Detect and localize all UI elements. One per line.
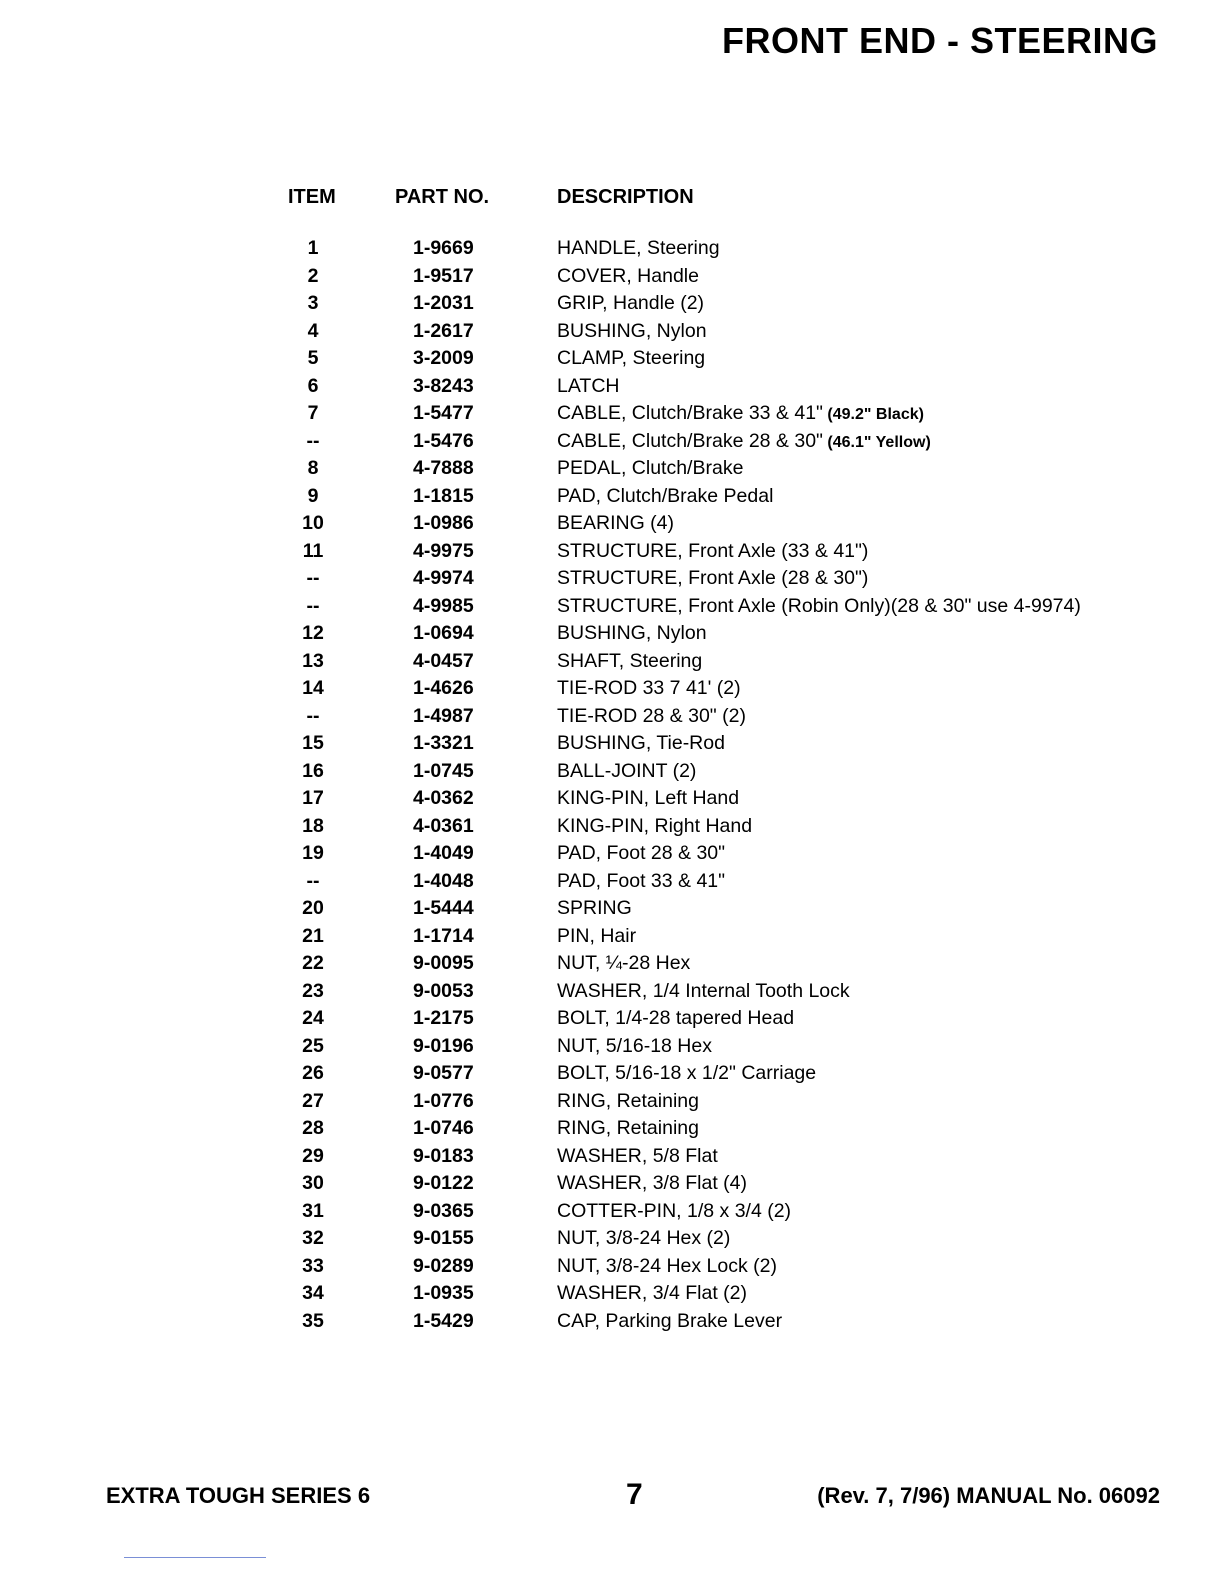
table-row [0, 895, 1224, 923]
part-description [557, 1198, 791, 1226]
scan-mark [124, 1557, 266, 1558]
description-text: NUT, 3/8-24 Hex Lock (2) [557, 1254, 777, 1277]
part-description [557, 1005, 794, 1033]
table-row [0, 1005, 1224, 1033]
item-number: 19 [302, 842, 324, 864]
item-number: -- [306, 429, 320, 452]
part-description [557, 730, 725, 758]
item-number: 4 [307, 319, 319, 342]
description-text: BOLT, 5/16-18 x 1/2" Carriage [557, 1062, 817, 1084]
part-number: 1-0776 [413, 1089, 474, 1112]
part-number: 9-0095 [413, 952, 474, 974]
description-text: SPRING [557, 897, 632, 919]
item-number: -- [306, 869, 320, 892]
item-number: 17 [302, 787, 324, 809]
description-text: WASHER, 3/8 Flat (4) [557, 1172, 747, 1194]
part-description [557, 235, 720, 263]
description-text: BUSHING, Tie-Rod [557, 732, 725, 754]
table-row [0, 758, 1224, 786]
column-header-item: ITEM [288, 186, 336, 208]
table-row [0, 785, 1224, 813]
description-text: BUSHING, Nylon [557, 319, 707, 342]
footer-manual-number: (Rev. 7, 7/96) MANUAL No. 06092 [817, 1483, 1160, 1508]
part-number: 1-2617 [413, 319, 474, 342]
item-number: 29 [302, 1144, 324, 1167]
part-description [557, 345, 705, 373]
table-row [0, 235, 1224, 263]
description-text: NUT, 5/16-18 Hex [557, 1034, 712, 1057]
description-text: PAD, Foot 33 & 41" [557, 869, 726, 892]
description-text: COTTER-PIN, 1/8 x 3/4 (2) [557, 1199, 792, 1222]
part-description [557, 1225, 730, 1253]
part-description [557, 565, 868, 593]
table-row [0, 620, 1224, 648]
item-number: -- [306, 594, 320, 617]
description-text: WASHER, 1/4 Internal Tooth Lock [557, 979, 850, 1002]
item-number: 6 [307, 374, 319, 397]
item-number: 24 [302, 1007, 324, 1029]
part-description [557, 1033, 712, 1061]
item-number: 2 [307, 264, 319, 287]
part-number: 4-9974 [413, 567, 474, 589]
description-text: COVER, Handle [557, 264, 699, 287]
item-number: 34 [302, 1282, 324, 1304]
part-number: 1-5476 [413, 429, 474, 452]
table-row [0, 1088, 1224, 1116]
part-description [557, 895, 632, 923]
part-number: 4-7888 [413, 457, 474, 479]
item-number: 12 [302, 622, 324, 644]
item-number: 15 [302, 732, 324, 754]
item-number: 28 [302, 1117, 324, 1139]
item-number: 31 [302, 1199, 324, 1222]
table-row [0, 1115, 1224, 1143]
table-row [0, 593, 1224, 621]
item-number: 10 [302, 512, 324, 534]
part-description [557, 785, 739, 813]
table-row [0, 703, 1224, 731]
item-number: 11 [302, 539, 324, 562]
item-number: 23 [302, 979, 324, 1002]
part-description [557, 923, 636, 951]
column-header-part-no: PART NO. [395, 186, 490, 208]
part-number: 1-0986 [413, 512, 474, 534]
part-description [557, 290, 704, 318]
page-number: 7 [626, 1478, 643, 1511]
part-number: 1-4987 [413, 704, 474, 727]
part-number: 1-0694 [413, 622, 474, 644]
part-number: 4-9975 [413, 539, 474, 562]
description-text: PIN, Hair [557, 924, 637, 947]
description-text: RING, Retaining [557, 1089, 699, 1112]
column-header-description: DESCRIPTION [557, 186, 694, 208]
table-row [0, 648, 1224, 676]
item-number: 35 [302, 1309, 324, 1332]
part-number: 9-0365 [413, 1199, 474, 1222]
part-description [557, 318, 707, 346]
part-number: 1-0746 [413, 1117, 474, 1139]
part-description [557, 263, 699, 291]
description-text: HANDLE, Steering [557, 237, 720, 259]
part-number: 9-0183 [413, 1144, 474, 1167]
table-row [0, 538, 1224, 566]
table-row [0, 1280, 1224, 1308]
item-number: 21 [302, 924, 324, 947]
part-description [557, 868, 725, 896]
part-number: 3-8243 [413, 374, 474, 397]
part-description [557, 840, 725, 868]
part-description [557, 620, 707, 648]
description-text: CABLE, Clutch/Brake 28 & 30" [557, 429, 823, 452]
description-text: KING-PIN, Right Hand [557, 814, 753, 837]
item-number: 25 [302, 1034, 324, 1057]
table-row [0, 1198, 1224, 1226]
part-description [557, 1143, 718, 1171]
table-row [0, 923, 1224, 951]
description-text: NUT, 3/8-24 Hex (2) [557, 1227, 731, 1249]
description-text: STRUCTURE, Front Axle (33 & 41") [557, 539, 869, 562]
item-number: 33 [302, 1254, 324, 1277]
item-number: 16 [302, 759, 324, 782]
part-number: 1-4626 [413, 677, 474, 699]
description-text: CABLE, Clutch/Brake 33 & 41" [557, 402, 823, 424]
item-number: 30 [302, 1172, 324, 1194]
part-number: 4-9985 [413, 594, 474, 617]
description-text: GRIP, Handle (2) [557, 292, 705, 314]
part-number: 9-0155 [413, 1227, 474, 1249]
part-description [557, 978, 850, 1006]
description-text: BEARING (4) [557, 512, 675, 534]
part-number: 9-0122 [413, 1172, 474, 1194]
item-number: -- [306, 567, 320, 589]
item-number: 9 [307, 484, 319, 507]
part-number: 4-0457 [413, 649, 474, 672]
part-number: 9-0577 [413, 1062, 474, 1084]
part-description [557, 1253, 777, 1281]
item-number: 32 [302, 1227, 324, 1249]
table-row [0, 868, 1224, 896]
part-description [557, 483, 773, 511]
part-description [557, 428, 931, 457]
description-text: NUT, ¼-28 Hex [557, 952, 691, 974]
part-number: 1-1714 [413, 924, 474, 947]
table-row [0, 263, 1224, 291]
part-description [557, 703, 746, 731]
part-number: 4-0362 [413, 787, 474, 809]
part-number: 9-0053 [413, 979, 474, 1002]
table-row [0, 318, 1224, 346]
part-description [557, 373, 619, 401]
item-number: 1 [307, 237, 319, 259]
table-row [0, 950, 1224, 978]
description-text: BOLT, 1/4-28 tapered Head [557, 1007, 795, 1029]
part-number: 1-5429 [413, 1309, 474, 1332]
part-description [557, 538, 868, 566]
part-number: 1-4048 [413, 869, 474, 892]
part-number: 1-5477 [413, 402, 474, 424]
part-description [557, 1115, 699, 1143]
description-text: PEDAL, Clutch/Brake [557, 457, 744, 479]
part-number: 1-5444 [413, 897, 474, 919]
description-text: PAD, Clutch/Brake Pedal [557, 484, 774, 507]
item-number: -- [306, 704, 320, 727]
table-row [0, 1253, 1224, 1281]
part-number: 1-9669 [413, 237, 474, 259]
description-text: PAD, Foot 28 & 30" [557, 842, 726, 864]
part-description [557, 950, 690, 978]
table-row [0, 345, 1224, 373]
item-number: 8 [307, 457, 319, 479]
item-number: 20 [302, 897, 324, 919]
description-note: (49.2" Black) [822, 406, 924, 423]
part-number: 1-3321 [413, 732, 474, 754]
table-row [0, 1308, 1224, 1336]
part-description [557, 675, 741, 703]
description-text: STRUCTURE, Front Axle (Robin Only)(28 & 30" use 4-9974) [557, 594, 1081, 617]
part-number: 1-4049 [413, 842, 474, 864]
table-row [0, 400, 1224, 428]
table-row [0, 510, 1224, 538]
description-text: TIE-ROD 33 7 41' (2) [557, 677, 741, 699]
description-text: WASHER, 5/8 Flat [557, 1144, 718, 1167]
item-number: 7 [307, 402, 319, 424]
table-row [0, 1033, 1224, 1061]
part-number: 1-2175 [413, 1007, 474, 1029]
description-text: WASHER, 3/4 Flat (2) [557, 1282, 747, 1304]
item-number: 5 [307, 347, 319, 369]
item-number: 13 [302, 649, 324, 672]
item-number: 26 [302, 1062, 324, 1084]
item-number: 3 [307, 292, 319, 314]
item-number: 27 [302, 1089, 324, 1112]
table-row [0, 1143, 1224, 1171]
table-row [0, 813, 1224, 841]
table-row [0, 1225, 1224, 1253]
description-text: BALL-JOINT (2) [557, 759, 697, 782]
table-row [0, 730, 1224, 758]
description-note: (46.1" Yellow) [822, 433, 931, 451]
part-description [557, 400, 924, 429]
part-description [557, 1060, 816, 1088]
part-number: 9-0196 [413, 1034, 474, 1057]
table-row [0, 428, 1224, 456]
footer-series: EXTRA TOUGH SERIES 6 [106, 1483, 371, 1508]
part-description [557, 1088, 699, 1116]
description-text: RING, Retaining [557, 1117, 699, 1139]
table-row [0, 455, 1224, 483]
part-number: 3-2009 [413, 347, 474, 369]
parts-list [0, 235, 1224, 1335]
table-row [0, 483, 1224, 511]
part-number: 1-9517 [413, 264, 474, 287]
part-description [557, 758, 696, 786]
description-text: LATCH [557, 374, 620, 397]
part-number: 1-0935 [413, 1282, 474, 1304]
part-description [557, 510, 674, 538]
description-text: BUSHING, Nylon [557, 622, 707, 644]
table-row [0, 565, 1224, 593]
part-description [557, 648, 702, 676]
table-row [0, 978, 1224, 1006]
part-number: 9-0289 [413, 1254, 474, 1277]
part-description [557, 1280, 747, 1308]
part-description [557, 593, 1081, 621]
table-row [0, 373, 1224, 401]
table-row [0, 675, 1224, 703]
part-description [557, 455, 743, 483]
table-row [0, 1060, 1224, 1088]
description-text: STRUCTURE, Front Axle (28 & 30") [557, 567, 869, 589]
page-title: FRONT END - STEERING [721, 20, 1158, 61]
description-text: SHAFT, Steering [557, 649, 703, 672]
part-number: 1-2031 [413, 292, 474, 314]
part-number: 4-0361 [413, 814, 474, 837]
table-row [0, 840, 1224, 868]
part-description [557, 1170, 747, 1198]
part-number: 1-1815 [413, 484, 474, 507]
item-number: 22 [302, 952, 324, 974]
part-description [557, 813, 752, 841]
description-text: CAP, Parking Brake Lever [557, 1309, 783, 1332]
item-number: 18 [302, 814, 324, 837]
table-row [0, 1170, 1224, 1198]
table-row [0, 290, 1224, 318]
description-text: KING-PIN, Left Hand [557, 787, 740, 809]
item-number: 14 [302, 677, 324, 699]
part-description [557, 1308, 782, 1336]
description-text: CLAMP, Steering [557, 347, 706, 369]
part-number: 1-0745 [413, 759, 474, 782]
description-text: TIE-ROD 28 & 30" (2) [557, 704, 746, 727]
